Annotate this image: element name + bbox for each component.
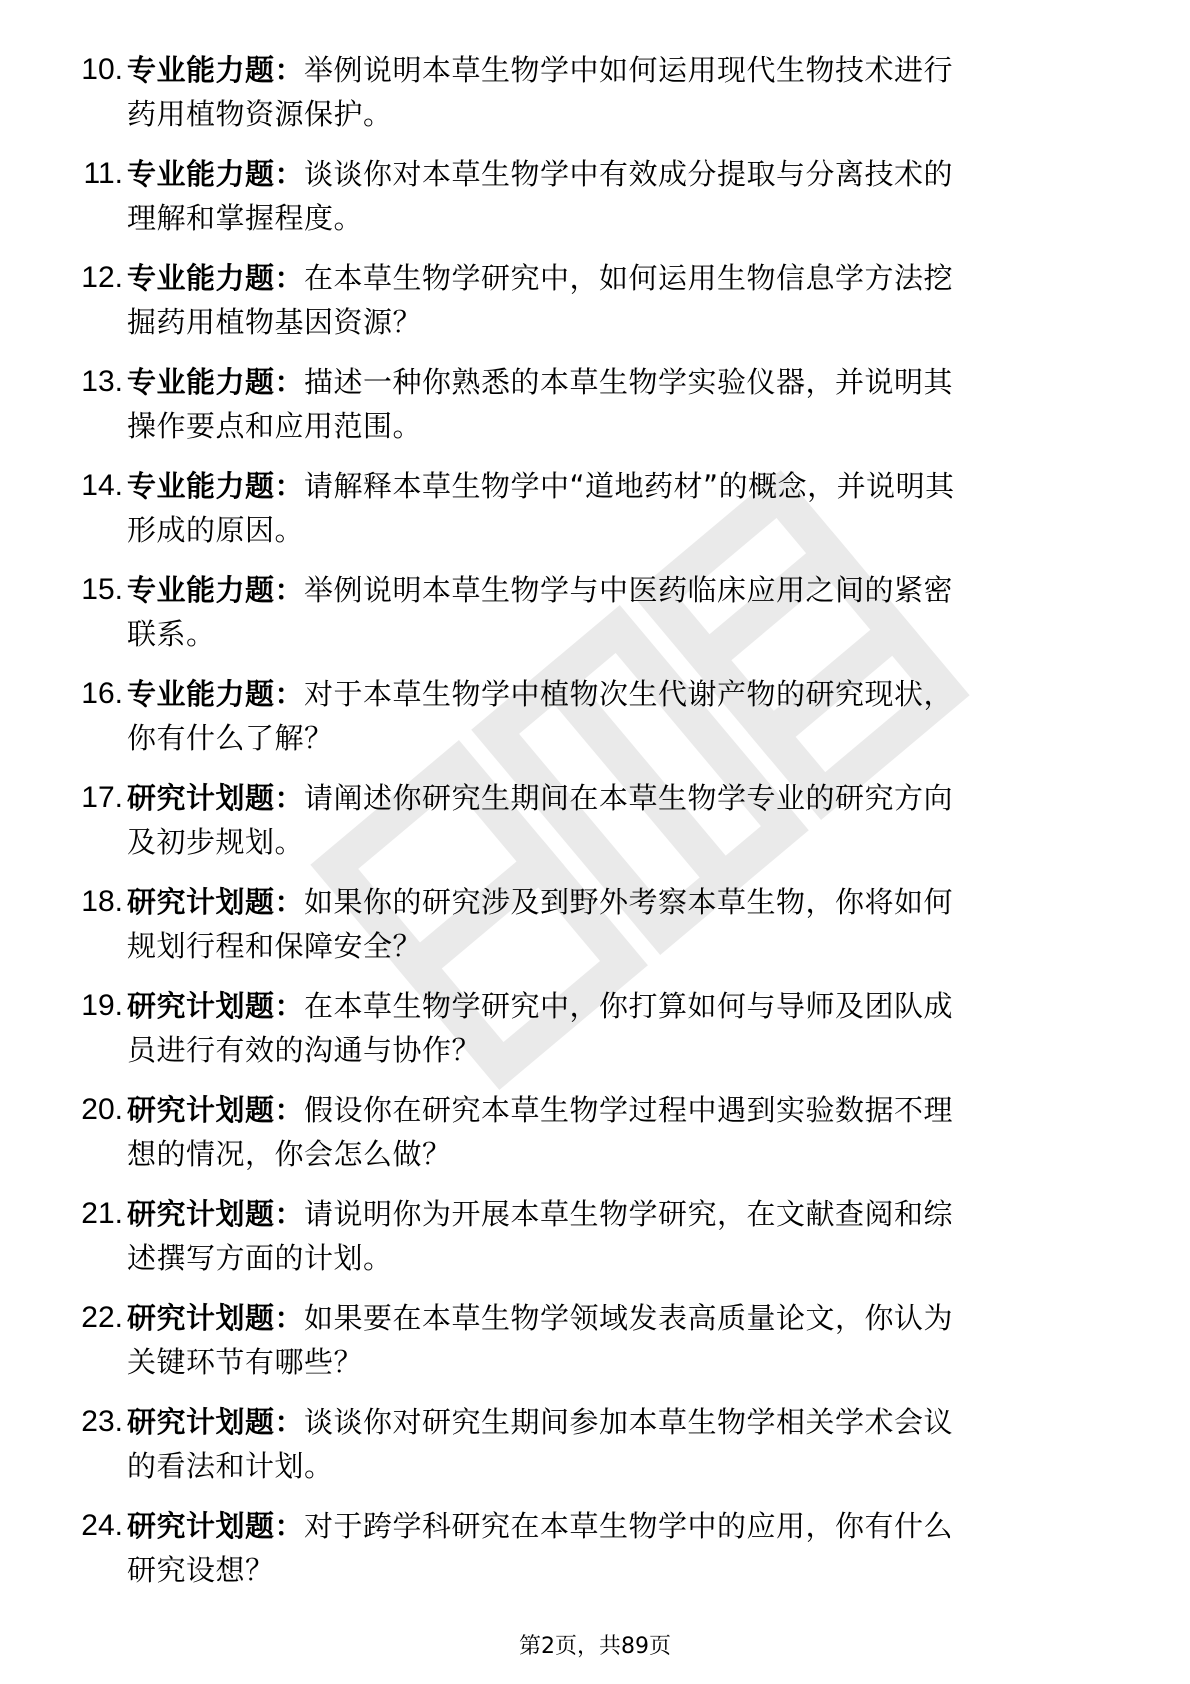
question-category: 专业能力题：: [127, 365, 305, 399]
question-line-1: 假设你在研究本草生物学过程中遇到实验数据不理: [304, 1093, 954, 1127]
question-line-1: 在本草生物学研究中，你打算如何与导师及团队成: [304, 989, 954, 1023]
question-number: 12.: [81, 261, 123, 294]
question-line-2: 规划行程和保障安全？: [127, 929, 423, 963]
question-line-1: 如果要在本草生物学领域发表高质量论文，你认为: [304, 1301, 954, 1335]
question-category: 专业能力题：: [127, 53, 305, 87]
question-category: 研究计划题：: [127, 1405, 305, 1439]
question-item: [55, 568, 1135, 656]
question-line-2: 想的情况，你会怎么做？: [127, 1137, 452, 1171]
question-item: [55, 880, 1135, 968]
question-line-1: 在本草生物学研究中，如何运用生物信息学方法挖: [304, 261, 954, 295]
question-item: [55, 256, 1135, 344]
question-number: 10.: [81, 53, 123, 86]
question-line-1: 请解释本草生物学中“道地药材”的概念，并说明其: [304, 469, 955, 503]
question-line-2: 研究设想？: [127, 1553, 275, 1587]
question-item: [55, 984, 1135, 1072]
question-line-1: 对于本草生物学中植物次生代谢产物的研究现状，: [304, 677, 954, 711]
question-item: [55, 360, 1135, 448]
question-number: 18.: [81, 885, 123, 918]
question-line-1: 请阐述你研究生期间在本草生物学专业的研究方向: [304, 781, 954, 815]
question-item: [55, 464, 1135, 552]
question-item: [55, 48, 1135, 136]
question-list: [55, 48, 1135, 1608]
question-number: 21.: [81, 1197, 123, 1230]
question-text: [127, 1296, 1127, 1384]
question-item: [55, 1088, 1135, 1176]
question-category: 研究计划题：: [127, 885, 305, 919]
question-line-2: 理解和掌握程度。: [127, 201, 364, 235]
question-item: [55, 1296, 1135, 1384]
question-line-2: 及初步规划。: [127, 825, 305, 859]
question-line-2: 述撰写方面的计划。: [127, 1241, 393, 1275]
question-line-2: 的看法和计划。: [127, 1449, 334, 1483]
question-category: 专业能力题：: [127, 157, 305, 191]
question-category: 研究计划题：: [127, 1301, 305, 1335]
question-line-2: 员进行有效的沟通与协作？: [127, 1033, 482, 1067]
question-category: 专业能力题：: [127, 677, 305, 711]
question-text: [127, 880, 1127, 968]
question-line-1: 请说明你为开展本草生物学研究，在文献查阅和综: [304, 1197, 954, 1231]
question-item: [55, 152, 1135, 240]
question-line-1: 谈谈你对本草生物学中有效成分提取与分离技术的: [304, 157, 954, 191]
question-line-1: 谈谈你对研究生期间参加本草生物学相关学术会议: [304, 1405, 954, 1439]
question-category: 研究计划题：: [127, 989, 305, 1023]
question-line-2: 掘药用植物基因资源？: [127, 305, 423, 339]
page-footer: [0, 1632, 1190, 1662]
question-line-2: 操作要点和应用范围。: [127, 409, 423, 443]
question-text: [127, 776, 1127, 864]
question-item: [55, 672, 1135, 760]
question-text: [127, 152, 1127, 240]
question-line-1: 举例说明本草生物学中如何运用现代生物技术进行: [304, 53, 954, 87]
question-line-2: 药用植物资源保护。: [127, 97, 393, 131]
question-number: 13.: [81, 365, 123, 398]
question-line-2: 关键环节有哪些？: [127, 1345, 364, 1379]
question-line-1: 描述一种你熟悉的本草生物学实验仪器，并说明其: [304, 365, 954, 399]
question-text: [127, 464, 1127, 552]
question-line-1: 对于跨学科研究在本草生物学中的应用，你有什么: [304, 1509, 954, 1543]
question-line-2: 联系。: [127, 617, 216, 651]
question-number: 17.: [81, 781, 123, 814]
question-number: 20.: [81, 1093, 123, 1126]
question-number: 24.: [81, 1509, 123, 1542]
question-number: 11.: [83, 157, 123, 190]
question-category: 专业能力题：: [127, 469, 305, 503]
question-text: [127, 1400, 1127, 1488]
question-category: 研究计划题：: [127, 781, 305, 815]
question-number: 22.: [81, 1301, 123, 1334]
question-number: 16.: [81, 677, 123, 710]
question-text: [127, 568, 1127, 656]
question-line-2: 你有什么了解？: [127, 721, 334, 755]
question-item: [55, 1400, 1135, 1488]
question-category: 专业能力题：: [127, 573, 305, 607]
question-text: [127, 672, 1127, 760]
question-category: 研究计划题：: [127, 1509, 305, 1543]
question-text: [127, 984, 1127, 1072]
question-item: [55, 776, 1135, 864]
question-line-2: 形成的原因。: [127, 513, 305, 547]
question-item: [55, 1504, 1135, 1592]
question-text: [127, 48, 1127, 136]
question-number: 23.: [81, 1405, 123, 1438]
question-text: [127, 360, 1127, 448]
question-number: 14.: [81, 469, 123, 502]
question-text: [127, 1088, 1127, 1176]
question-text: [127, 1504, 1127, 1592]
question-category: 研究计划题：: [127, 1197, 305, 1231]
question-line-1: 如果你的研究涉及到野外考察本草生物，你将如何: [304, 885, 954, 919]
question-category: 专业能力题：: [127, 261, 305, 295]
question-number: 15.: [81, 573, 123, 606]
question-category: 研究计划题：: [127, 1093, 305, 1127]
question-line-1: 举例说明本草生物学与中医药临床应用之间的紧密: [304, 573, 954, 607]
question-number: 19.: [81, 989, 123, 1022]
question-text: [127, 256, 1127, 344]
page-number-label: 第2页，共89页: [519, 1634, 671, 1659]
question-text: [127, 1192, 1127, 1280]
question-item: [55, 1192, 1135, 1280]
